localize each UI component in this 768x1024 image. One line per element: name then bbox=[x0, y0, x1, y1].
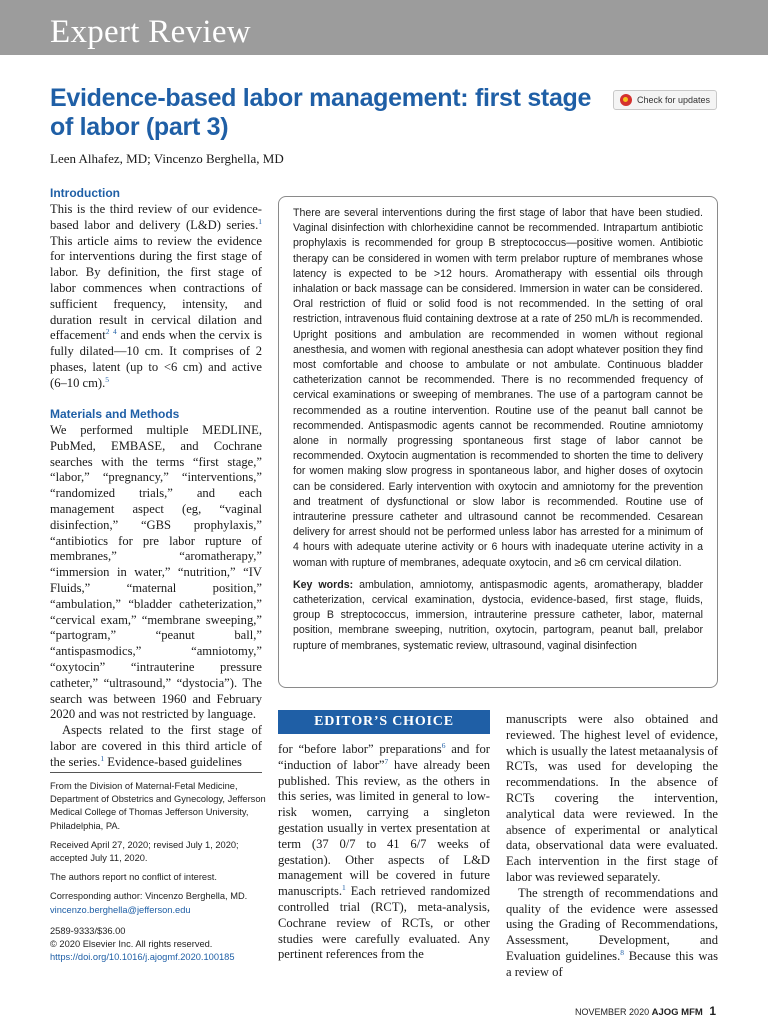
page-number: 1 bbox=[709, 1004, 716, 1018]
issue-date: NOVEMBER 2020 bbox=[575, 1007, 650, 1017]
journal-name: AJOG MFM bbox=[651, 1007, 703, 1018]
methods-paragraph: We performed multiple MEDLINE, PubMed, EMBASE, and Cochrane searches with the terms “first stage,” “labor,” “pregnancy,” “interventions,” “randomized trials,” and each management aspect (eg, “vaginal disinfection,” “GBS prophylaxis,” “antibiotics for pre labor rupture of membranes,” “aromatherapy,” “immersion in water,” “nutrition,” “IV Fluids,” “maternal position,” “ambulation,” “bladder catheterization,” “cervical exam,” “membrane sweeping,” “partogram,” “peanut ball,” “antispasmodics,” “amniotomy,” “oxytocin” “intrauterine pressure catheter,” “ultrasound,” “dystocia”). The search was between 1960 and February 2020 and was not restricted by language. bbox=[50, 423, 262, 722]
page-footer bbox=[575, 1004, 716, 1018]
citation-link[interactable]: 6 bbox=[441, 740, 446, 750]
affiliation-note: From the Division of Maternal-Fetal Medicine, Department of Obstetrics and Gynecology, Jefferson Medical College of Thomas Jefferson University, Philadelphia, PA. bbox=[50, 781, 266, 831]
crossmark-icon bbox=[620, 94, 632, 106]
author-list: Leen Alhafez, MD; Vincenzo Berghella, MD bbox=[50, 151, 284, 166]
citation-link[interactable]: 1 bbox=[258, 216, 262, 226]
keywords-list: ambulation, amniotomy, antispasmodic agents, aromatherapy, bladder catheterization, cervical examination, dystocia, evidence-based, first stage, fluids, group B streptococcus, immersion, intrauterine pressure catheter, labor, maternal position, membrane sweeping, nutrition, oxytocin, partogram, peanut ball, prelabor rupture of membranes, systematic review, ultrasound, vaginal disinfection bbox=[293, 578, 703, 652]
doi-link[interactable]: https://doi.org/10.1016/j.ajogmf.2020.100185 bbox=[50, 952, 235, 963]
citation-link[interactable]: 1 bbox=[342, 882, 346, 892]
methods-heading: Materials and Methods bbox=[50, 407, 180, 421]
abstract-box bbox=[278, 196, 718, 688]
check-for-updates-button[interactable] bbox=[613, 90, 717, 110]
article-title: Evidence-based labor management: first stage of labor (part 3) bbox=[50, 84, 592, 141]
citation-link[interactable]: 8 bbox=[620, 947, 624, 957]
methods-body: We performed multiple MEDLINE, PubMed, EMBASE, and Cochrane searches with the terms “first stage,” “labor,” “pregnancy,” “interventions,” “randomized trials,” and each management aspect (eg, “vaginal disinfection,” “GBS prophylaxis,” “antibiotics for pre labor rupture of membranes,” “aromatherapy,” “immersion in water,” “nutrition,” “IV Fluids,” “maternal position,” “ambulation,” “bladder catheterization,” “cervical exam,” “membrane sweeping,” “partogram,” “peanut ball,” “antispasmodics,” “amniotomy,” “oxytocin” “intrauterine pressure catheter,” “ultrasound,” “dystocia”). The search was between 1960 and February 2020 and was not restricted by language. Aspects related to the first stage of labor are covered in this third article of the series.$^1$ Evidence-based guidelines bbox=[50, 423, 262, 769]
editors-choice-badge: EDITOR’S CHOICE bbox=[278, 710, 490, 734]
section-label: Expert Review bbox=[50, 14, 251, 50]
copyright-notice: © 2020 Elsevier Inc. All rights reserved. bbox=[50, 939, 213, 950]
citation-link[interactable]: 4 bbox=[113, 327, 117, 337]
introduction-body: This is the third review of our evidence-based labor and delivery (L&D) series.$^1$ This article aims to review the evidence for interventions during the first stage of labor. By definition, the first stage of labor commences when contractions of sufficient frequency, intensity, and duration result in cervical dilation and effacement$^2$ $^4$ and ends when the cervix is fully dilated—10 cm. It comprises of 2 phases, latent (up to <6 cm) and active (6–10 cm).$^5$ bbox=[50, 202, 262, 390]
column-three-body: manuscripts were also obtained and reviewed. The highest level of evidence, which is usually the latest metaanalysis of RCTs, was used for developing the recommendations. In the absence of RCTs covering the intervention, analytical data were reviewed. In the absence of experimental or analytical data, observational data were evaluated. Each intervention in the first stage of labor was reviewed separately. The strength of recommendations and quality of the evidence were assessed using the Grading of Recommendations, Assessment, Development, and Evaluation guidelines.$^8$ Because this was a review of bbox=[506, 712, 718, 979]
author-email-link[interactable]: vincenzo.berghella@jefferson.edu bbox=[50, 904, 191, 915]
abstract-text: There are several interventions during the first stage of labor that have been studied. Vaginal disinfection with chlorhexidine cannot be recommended. Intrapartum antibiotic prophylaxis is recommended for group B streptococcus—positive women. Antibiotic therapy can be considered in women with term prelabor rupture of membranes whose latency is expected to be >12 hours. Aromatherapy with essential oils through inhalation or back massage can be considered. Immersion in water can be considered. Oral restriction of fluid or solid food is not recommended. In the setting of oral restriction, intravenous fluid containing dextrose at a rate of 250 mL/h is recommended. Upright positions and ambulation are recommended in women without regional anesthesia, and women with regional anesthesia can adopt whatever position they find most comfortable and choose to ambulate or not ambulate. Continuous bladder catheterization cannot be recommended. There is no recommended frequency of cervical examinations or sweeping of membranes. The use of a partogram cannot be recommended as a routine intervention. Routine use of the peanut ball cannot be recommended. Antispasmodic agents cannot be recommended. Routine amniotomy alone in normally progressing spontaneous first stage of labor cannot be recommended. Oxytocin augmentation is recommended to shorten the time to delivery for women making slow progress in spontaneous labor, and higher doses of oxytocin can be considered. Early intervention with oxytocin and amniotomy for the prevention and treatment of dysfunctional or slow labor is recommended. Routine use of intrauterine pressure catheter and ultrasound cannot be recommended. Cesarean delivery for arrest should not be performed unless labor has arrested for a minimum of 4 hours with adequate uterine activity or 6 hours with inadequate uterine activity in a woman with rupture of membranes, adequate oxytocin, and ≥6 cm cervical dilation. bbox=[293, 207, 703, 569]
citation-link[interactable]: 5 bbox=[105, 374, 110, 384]
issn-price: 2589-9333/$36.00 bbox=[50, 925, 126, 936]
received-dates: Received April 27, 2020; revised July 1, 2020; accepted July 11, 2020. bbox=[50, 839, 239, 864]
conflict-statement: The authors report no conflict of interest. bbox=[50, 872, 217, 883]
column-three-paragraph: manuscripts were also obtained and reviewed. The highest level of evidence, which is usually the latest metaanalysis of RCTs, was used for developing the recommendations. In the absence of RCTs covering the intervention, analytical data were reviewed. In the absence of experimental or analytical data, observational data were evaluated. Each intervention in the first stage of labor was reviewed separately. bbox=[506, 712, 718, 884]
introduction-heading: Introduction bbox=[50, 186, 120, 200]
keywords-label: Key words: bbox=[293, 578, 354, 591]
keywords bbox=[293, 578, 703, 654]
citation-link[interactable]: 7 bbox=[384, 756, 389, 766]
citation-link[interactable]: 2 bbox=[105, 327, 110, 337]
footnote-divider bbox=[50, 772, 262, 773]
check-for-updates-label: Check for updates bbox=[637, 95, 711, 105]
article-footnotes bbox=[50, 780, 266, 964]
citation-link[interactable]: 1 bbox=[100, 753, 105, 763]
column-two-body: for “before labor” preparations$^6$ and for “induction of labor”$^7$ have already been published. This review, as the others in this series, was limited in general to low-risk women, carrying a singleton gestation usually in vertex presentation at term (37 0/7 to 41 6/7 weeks of gestation). Other aspects of L&D management will be covered in future manuscripts.$^1$ Each retrieved randomized controlled trial (RCT), meta-analysis, Cochrane review of RCTs, or other studies were carefully evaluated. Any pertinent references from the bbox=[278, 740, 490, 962]
section-banner bbox=[0, 0, 768, 55]
corresponding-author: Corresponding author: Vincenzo Berghella, MD. bbox=[50, 891, 248, 902]
